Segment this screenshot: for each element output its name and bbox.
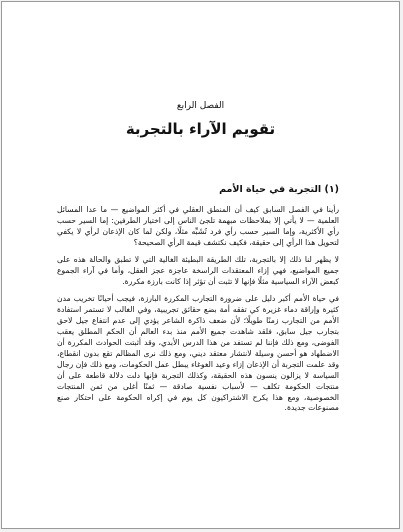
section-heading: (١) التجربة في حياة الأمم xyxy=(219,184,339,195)
chapter-label: الفصل الرابع xyxy=(176,101,225,111)
body-text xyxy=(57,205,339,414)
paragraph: لا يظهر لنا ذلك إلا بالتجربة، تلك الطريقة البطيئة الغالية التي لا تطبق والحالة هذه على جميع المواضيع، فهي إزاء المعتقدات الراسخة عاجزة عجز العقل، وأما في آراء الجموع كبعض الآراء السياسية مثلًا فإنها لا تثبت أن تؤثر إذا كانت بارزة مكررة. xyxy=(57,255,339,286)
paragraph: في حياة الأمم أكبر دليل على ضرورة التجارب المكررة البارزة، فيجب أحيانًا تخريب مدن كثيرة وإراقة دماء غزيرة كي تفقه أمة بضع حقائق تجريبية، وفي الغالب لا تستمر استفادة الأمم من التجارب زمنًا طويلًا؛ لأن ضعف ذاكرة الشاعر يؤدي إلى عدم انتفاع جيل لاحق بتجارب جيل سابق، فلقد شاهدت جميع الأمم منذ بدء العالم أن الحكم المطلق يعقب الفوضى، ومع ذلك فإننا لم تستفد من هذا الدرس الأبدي، وقد أثبتت الحوادث المكررة أن الاضطهاد هو أحسن وسيلة لانتشار معتقد ديني، ومع ذلك نرى المظالم تقع بدون انقطاع، وقد علمت التجربة أن الإذعان إزاء وعيد الغوغاء يبطل عمل الحكومات، ومع ذلك فإن رجال السياسة لا يزالون ينسون هذه الحقيقة، وكذلك التجربة فإنها دلت دلالة قاطعة على أن منتجات الحكومة تكلف — لأسباب نفسية صادقة — ثمنًا أغلى من ثمن المنتجات الخصوصية، ومع هذا يكرح الاشتراكيون كل يوم في إكراه الحكومة على احتكار صنع مصنوعات جديدة. xyxy=(57,294,339,413)
book-page xyxy=(1,1,400,529)
page-title: تقويم الآراء بالتجربة xyxy=(125,120,276,138)
paragraph: رأينا في الفصل السابق كيف أن المنطق العقلي في أكثر المواضيع — ما عدا المسائل العلمية — لا يأتي إلا بملاحظات مبهمة تلجئ الناس إلى اختيار الطرفين: إما السير حسب رأي الأكثرية، وإما السير حسب رأي فرد تُشَبِّه مثلًا، ولكن لما كان الإذعان لرأي لا يكفي لتحويل هذا الرأي إلى حقيقة، فكيف نكتشف قيمة الرأي الصحيحة؟ xyxy=(57,205,339,247)
